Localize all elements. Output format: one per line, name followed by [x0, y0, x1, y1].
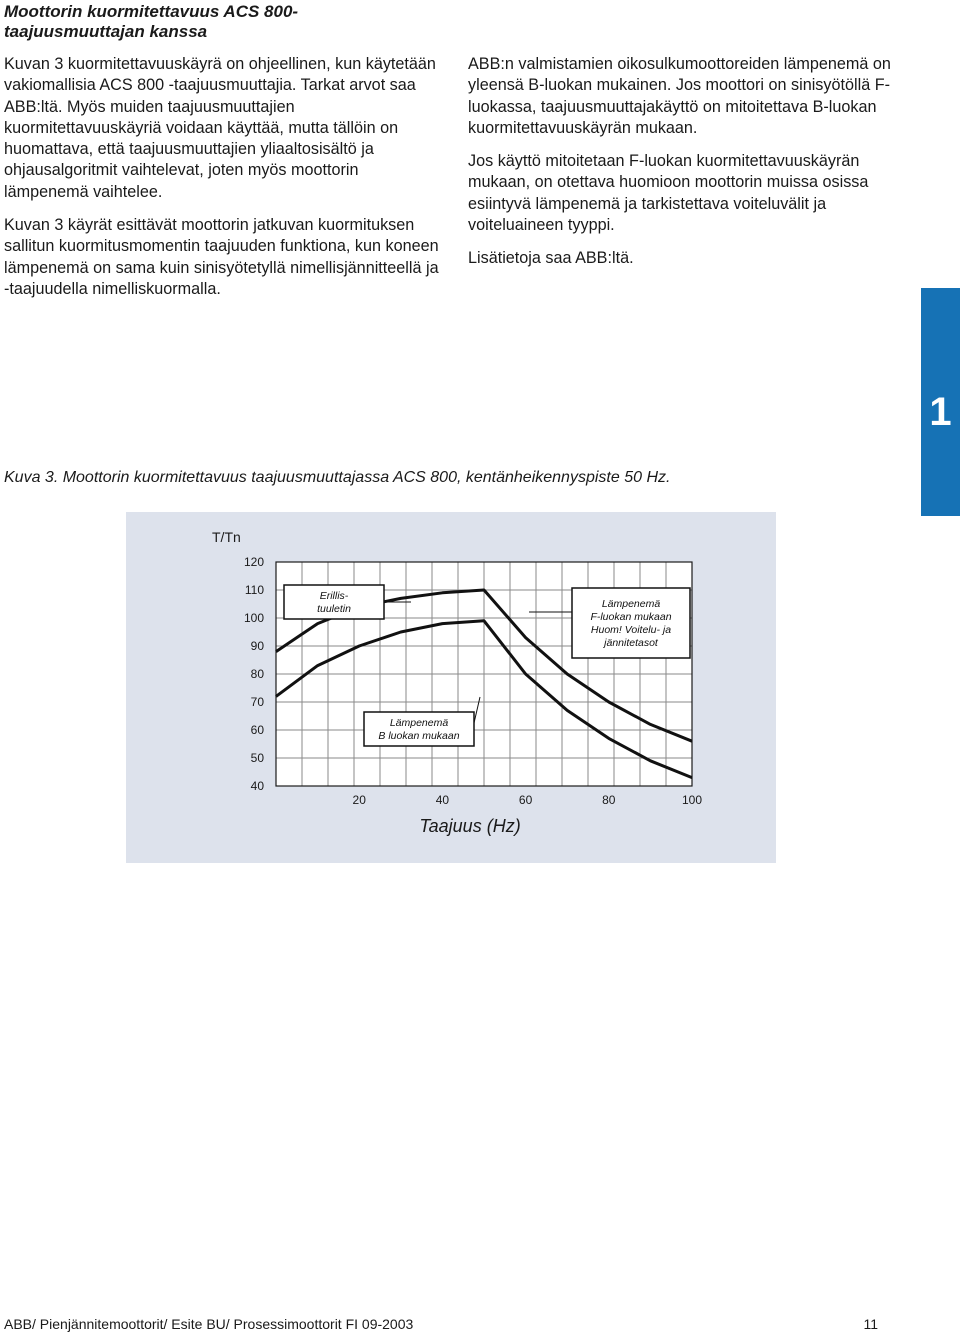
paragraph: Lisätietoja saa ABB:ltä.	[468, 249, 634, 268]
paragraph: Jos käyttö mitoitetaan F-luokan kuormitettavuuskäyrän mukaan, on otettava huomioon moottorin muissa osissa esiintyvä lämpenemä ja tarkistettava voiteluvälit ja voiteluaineen tyyppi.	[468, 152, 869, 235]
annotation-text: Lämpenemä	[601, 598, 661, 610]
y-tick-label: 110	[244, 583, 264, 597]
x-axis-label: Taajuus (Hz)	[419, 816, 521, 836]
y-tick-label: 80	[250, 667, 264, 681]
y-tick-label: 60	[250, 723, 264, 737]
heading-line-2: taajuusmuuttajan kanssa	[4, 22, 208, 41]
paragraph: ABB:n valmistamien oikosulkumoottoreiden lämpenemä on yleensä B-luokan mukainen. Jos moottori on sinisyötöllä F-luokassa, taajuusmuuttajakäyttö on mitoitettava B-luokan kuormitettavuuskäyrän mukaan.	[468, 55, 891, 137]
annotation-text: jännitetasot	[604, 637, 658, 649]
annotation-text: tuuletin	[317, 603, 351, 615]
y-tick-label: 120	[243, 555, 264, 569]
annotation-text: F-luokan mukaan	[590, 611, 672, 623]
annotation-text: B luokan mukaan	[378, 730, 460, 742]
right-text-column	[468, 54, 920, 282]
x-tick-label: 80	[602, 793, 616, 807]
x-tick-label: 20	[352, 793, 366, 807]
heading-line-1: Moottorin kuormitettavuus ACS 800-	[4, 2, 299, 21]
paragraph: Kuvan 3 kuormitettavuuskäyrä on ohjeellinen, kun käytetään vakiomallisia ACS 800 -taajuusmuuttajia. Tarkat arvot saa ABB:ltä. Myös muiden taajuusmuuttajien kuormitettavuuskäyriä voidaan käyttää, mutta tällöin on huomattava, että taajuusmuuttajien yliaaltosisältö ja ohjausalgoritmit vaihtelevat, joten myös moottorin lämpenemä vaihtelee.	[4, 55, 436, 201]
load-capacity-chart	[126, 512, 776, 863]
paragraph: Kuvan 3 käyrät esittävät moottorin jatkuvan kuormituksen sallitun kuormitusmomentin taajuuden funktiona, kun koneen lämpenemä on sama kuin sinisyötetyllä nimellisjännitteellä ja -taajuudella nimelliskuormalla.	[4, 216, 439, 298]
figure-caption: Kuva 3. Moottorin kuormitettavuus taajuusmuuttajassa ACS 800, kentänheikennyspiste 50 Hz.	[4, 469, 671, 486]
annotation-text: Lämpenemä	[389, 717, 449, 729]
section-heading	[4, 2, 424, 42]
y-axis-label: T/Tn	[212, 529, 241, 545]
y-tick-label: 40	[250, 779, 264, 793]
x-tick-label: 100	[681, 793, 703, 807]
y-tick-label: 100	[243, 611, 264, 625]
y-tick-label: 70	[250, 695, 264, 709]
chart-figure	[126, 512, 776, 863]
chapter-number: 1	[929, 390, 952, 434]
x-tick-label: 60	[518, 793, 533, 807]
page-number: 11	[863, 1316, 878, 1332]
footer-text: ABB/ Pienjännitemoottorit/ Esite BU/ Prosessimoottorit FI 09-2003	[4, 1316, 414, 1332]
chapter-tab	[921, 288, 960, 516]
y-tick-label: 50	[250, 751, 264, 765]
y-tick-label: 90	[250, 639, 264, 653]
annotation-text: Huom! Voitelu- ja	[590, 624, 672, 636]
x-tick-label: 40	[435, 793, 450, 807]
left-text-column	[4, 54, 444, 312]
annotation-text: Erillis-	[319, 590, 349, 602]
